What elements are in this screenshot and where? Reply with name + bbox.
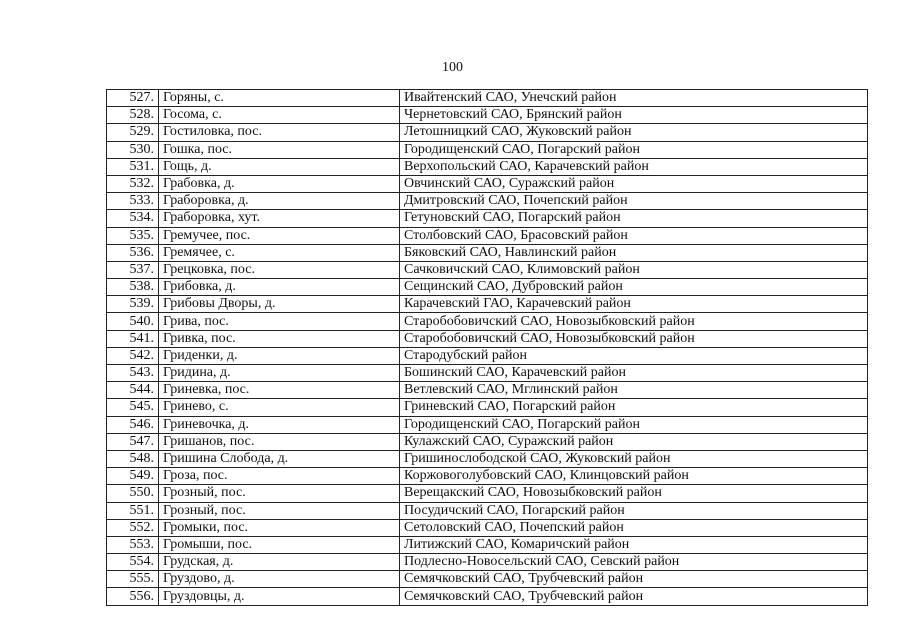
row-number-cell: 537.	[107, 261, 159, 278]
table-row	[107, 571, 868, 588]
row-number-cell: 550.	[107, 485, 159, 502]
administrative-area-cell: Старобобовичский САО, Новозыбковский район	[400, 330, 868, 347]
administrative-area-cell: Литижский САО, Комаричский район	[400, 536, 868, 553]
administrative-area-cell: Сетоловский САО, Почепский район	[400, 519, 868, 536]
row-number-cell: 536.	[107, 244, 159, 261]
settlement-name-cell: Гришина Слобода, д.	[159, 450, 400, 467]
administrative-area-cell: Семячковский САО, Трубчевский район	[400, 571, 868, 588]
administrative-area-cell: Гриневский САО, Погарский район	[400, 399, 868, 416]
table-row	[107, 107, 868, 124]
settlement-name-cell: Гроза, пос.	[159, 468, 400, 485]
row-number-cell: 548.	[107, 450, 159, 467]
settlement-name-cell: Горяны, с.	[159, 90, 400, 107]
row-number-cell: 535.	[107, 227, 159, 244]
administrative-area-cell: Бяковский САО, Навлинский район	[400, 244, 868, 261]
administrative-area-cell: Летошницкий САО, Жуковский район	[400, 124, 868, 141]
administrative-area-cell: Старобобовичский САО, Новозыбковский район	[400, 313, 868, 330]
settlement-name-cell: Гриневочка, д.	[159, 416, 400, 433]
row-number-cell: 529.	[107, 124, 159, 141]
page-number: 100	[442, 60, 463, 75]
table-row	[107, 193, 868, 210]
table-row	[107, 261, 868, 278]
table-row	[107, 399, 868, 416]
row-number-cell: 545.	[107, 399, 159, 416]
row-number-cell: 539.	[107, 296, 159, 313]
table-row	[107, 279, 868, 296]
settlement-name-cell: Грива, пос.	[159, 313, 400, 330]
table-row	[107, 296, 868, 313]
table-row	[107, 433, 868, 450]
administrative-area-cell: Стародубский район	[400, 347, 868, 364]
table-row	[107, 416, 868, 433]
row-number-cell: 530.	[107, 141, 159, 158]
settlement-name-cell: Гощь, д.	[159, 158, 400, 175]
row-number-cell: 542.	[107, 347, 159, 364]
settlement-name-cell: Гремучее, пос.	[159, 227, 400, 244]
settlement-name-cell: Гошка, пос.	[159, 141, 400, 158]
table-row	[107, 519, 868, 536]
administrative-area-cell: Овчинский САО, Суражский район	[400, 175, 868, 192]
settlement-name-cell: Грибовы Дворы, д.	[159, 296, 400, 313]
settlement-name-cell: Грозный, пос.	[159, 502, 400, 519]
row-number-cell: 528.	[107, 107, 159, 124]
table-row	[107, 450, 868, 467]
table-row	[107, 468, 868, 485]
administrative-area-cell: Гришинослободской САО, Жуковский район	[400, 450, 868, 467]
settlement-name-cell: Громыки, пос.	[159, 519, 400, 536]
row-number-cell: 554.	[107, 554, 159, 571]
table-row	[107, 382, 868, 399]
administrative-area-cell: Сачковичский САО, Климовский район	[400, 261, 868, 278]
settlement-name-cell: Граборовка, хут.	[159, 210, 400, 227]
table-row	[107, 313, 868, 330]
administrative-area-cell: Бошинский САО, Карачевский район	[400, 365, 868, 382]
settlement-name-cell: Грудская, д.	[159, 554, 400, 571]
table-row	[107, 175, 868, 192]
settlement-name-cell: Гринево, с.	[159, 399, 400, 416]
table-row	[107, 588, 868, 605]
row-number-cell: 531.	[107, 158, 159, 175]
settlement-name-cell: Гришанов, пос.	[159, 433, 400, 450]
table-row	[107, 536, 868, 553]
settlement-name-cell: Грабовка, д.	[159, 175, 400, 192]
row-number-cell: 556.	[107, 588, 159, 605]
settlement-name-cell: Гривка, пос.	[159, 330, 400, 347]
administrative-area-cell: Чернетовский САО, Брянский район	[400, 107, 868, 124]
administrative-area-cell: Подлесно-Новосельский САО, Севский район	[400, 554, 868, 571]
table-row	[107, 365, 868, 382]
row-number-cell: 534.	[107, 210, 159, 227]
administrative-area-cell: Верхопольский САО, Карачевский район	[400, 158, 868, 175]
table-row	[107, 90, 868, 107]
row-number-cell: 555.	[107, 571, 159, 588]
settlement-name-cell: Грибовка, д.	[159, 279, 400, 296]
row-number-cell: 549.	[107, 468, 159, 485]
table-row	[107, 502, 868, 519]
table-row	[107, 330, 868, 347]
settlement-name-cell: Гриденки, д.	[159, 347, 400, 364]
settlement-name-cell: Граборовка, д.	[159, 193, 400, 210]
row-number-cell: 538.	[107, 279, 159, 296]
administrative-area-cell: Городищенский САО, Погарский район	[400, 141, 868, 158]
settlement-name-cell: Громыши, пос.	[159, 536, 400, 553]
table-row	[107, 158, 868, 175]
settlement-name-cell: Гриневка, пос.	[159, 382, 400, 399]
settlements-table	[106, 89, 868, 606]
settlement-name-cell: Груздовцы, д.	[159, 588, 400, 605]
table-row	[107, 554, 868, 571]
administrative-area-cell: Кулажский САО, Суражский район	[400, 433, 868, 450]
table-row	[107, 244, 868, 261]
settlement-name-cell: Гостиловка, пос.	[159, 124, 400, 141]
administrative-area-cell: Семячковский САО, Трубчевский район	[400, 588, 868, 605]
administrative-area-cell: Гетуновский САО, Погарский район	[400, 210, 868, 227]
row-number-cell: 540.	[107, 313, 159, 330]
row-number-cell: 527.	[107, 90, 159, 107]
row-number-cell: 553.	[107, 536, 159, 553]
row-number-cell: 541.	[107, 330, 159, 347]
administrative-area-cell: Ивайтенский САО, Унечский район	[400, 90, 868, 107]
table-row	[107, 124, 868, 141]
administrative-area-cell: Столбовский САО, Брасовский район	[400, 227, 868, 244]
row-number-cell: 533.	[107, 193, 159, 210]
row-number-cell: 546.	[107, 416, 159, 433]
row-number-cell: 551.	[107, 502, 159, 519]
row-number-cell: 543.	[107, 365, 159, 382]
administrative-area-cell: Ветлевский САО, Мглинский район	[400, 382, 868, 399]
administrative-area-cell: Сещинский САО, Дубровский район	[400, 279, 868, 296]
table-row	[107, 485, 868, 502]
table-row	[107, 347, 868, 364]
administrative-area-cell: Посудичский САО, Погарский район	[400, 502, 868, 519]
table-row	[107, 227, 868, 244]
settlement-name-cell: Грозный, пос.	[159, 485, 400, 502]
row-number-cell: 544.	[107, 382, 159, 399]
settlement-name-cell: Гремячее, с.	[159, 244, 400, 261]
administrative-area-cell: Верещакский САО, Новозыбковский район	[400, 485, 868, 502]
settlement-name-cell: Госома, с.	[159, 107, 400, 124]
row-number-cell: 552.	[107, 519, 159, 536]
settlement-name-cell: Гридина, д.	[159, 365, 400, 382]
settlement-name-cell: Груздово, д.	[159, 571, 400, 588]
settlement-name-cell: Грецковка, пос.	[159, 261, 400, 278]
administrative-area-cell: Карачевский ГАО, Карачевский район	[400, 296, 868, 313]
administrative-area-cell: Дмитровский САО, Почепский район	[400, 193, 868, 210]
administrative-area-cell: Городищенский САО, Погарский район	[400, 416, 868, 433]
table-row	[107, 210, 868, 227]
settlements-table-body	[107, 90, 868, 606]
administrative-area-cell: Коржовоголубовский САО, Клинцовский район	[400, 468, 868, 485]
row-number-cell: 547.	[107, 433, 159, 450]
table-row	[107, 141, 868, 158]
row-number-cell: 532.	[107, 175, 159, 192]
